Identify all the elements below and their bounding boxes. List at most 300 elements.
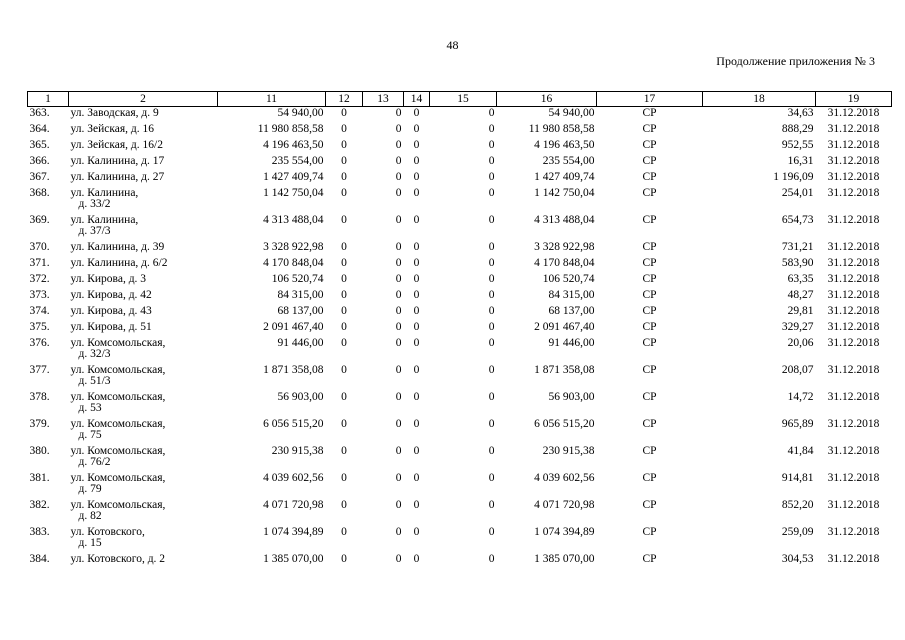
col16-cell: 84 315,00 xyxy=(548,289,595,301)
col15-cell: 0 xyxy=(488,526,495,538)
col13-cell: 0 xyxy=(395,321,402,333)
col11-cell: 106 520,74 xyxy=(271,273,324,285)
col11-cell: 4 071 720,98 xyxy=(263,499,324,511)
col11-cell: 68 137,00 xyxy=(277,305,324,317)
column-header: 11 xyxy=(218,92,326,107)
col12-cell: 0 xyxy=(341,139,347,151)
col17-cell: СР xyxy=(642,553,657,565)
col12-cell: 0 xyxy=(341,214,347,226)
col15-cell: 0 xyxy=(488,187,495,199)
col19-cell: 31.12.2018 xyxy=(827,257,880,269)
col13-cell: 0 xyxy=(395,445,402,457)
col14-cell: 0 xyxy=(413,123,420,135)
col11-cell: 11 980 858,58 xyxy=(257,123,324,135)
col14-cell: 0 xyxy=(413,289,420,301)
col18-cell: 304,53 xyxy=(781,553,814,565)
address-line: ул. Калинина, xyxy=(70,214,139,226)
address-line: ул. Калинина, xyxy=(70,187,139,199)
table-row xyxy=(28,321,892,337)
address-cell xyxy=(69,214,218,241)
col11-cell: 84 315,00 xyxy=(277,289,324,301)
col19-cell: 31.12.2018 xyxy=(827,241,880,253)
col12-cell: 0 xyxy=(341,289,347,301)
col12-cell: 0 xyxy=(341,305,347,317)
address-line: ул. Комсомольская, xyxy=(70,472,166,484)
col12-cell: 0 xyxy=(341,257,347,269)
col12-cell: 0 xyxy=(341,499,347,511)
col16-cell: 1 871 358,08 xyxy=(534,364,595,376)
address-cell xyxy=(69,553,218,569)
row-number-cell: 365. xyxy=(29,139,50,151)
col19-cell: 31.12.2018 xyxy=(827,364,880,376)
col13-cell: 0 xyxy=(395,214,402,226)
table-row xyxy=(28,499,892,526)
col13-cell: 0 xyxy=(395,526,402,538)
col17-cell: СР xyxy=(642,273,657,285)
col11-cell: 1 385 070,00 xyxy=(263,553,324,565)
address-line: ул. Комсомольская, xyxy=(70,364,166,376)
col14-cell: 0 xyxy=(413,187,420,199)
col11-cell: 4 313 488,04 xyxy=(263,214,324,226)
col16-cell: 1 074 394,89 xyxy=(534,526,595,538)
col18-cell: 952,55 xyxy=(781,139,814,151)
table-row xyxy=(28,187,892,214)
col19-cell: 31.12.2018 xyxy=(827,391,880,403)
col17-cell: СР xyxy=(642,526,657,538)
header-row xyxy=(28,92,892,107)
table-row xyxy=(28,472,892,499)
table-row xyxy=(28,364,892,391)
col13-cell: 0 xyxy=(395,171,402,183)
col14-cell: 0 xyxy=(413,273,420,285)
col17-cell: СР xyxy=(642,472,657,484)
col17-cell: СР xyxy=(642,289,657,301)
table-row xyxy=(28,418,892,445)
row-number-cell: 363. xyxy=(29,107,50,119)
col16-cell: 2 091 467,40 xyxy=(534,321,595,333)
address-cell xyxy=(69,155,218,171)
col19-cell: 31.12.2018 xyxy=(827,472,880,484)
col11-cell: 3 328 922,98 xyxy=(263,241,324,253)
col16-cell: 4 196 463,50 xyxy=(534,139,595,151)
row-number-cell: 383. xyxy=(29,526,50,538)
col12-cell: 0 xyxy=(341,273,347,285)
col18-cell: 20,06 xyxy=(787,337,814,349)
col12-cell: 0 xyxy=(341,364,347,376)
col19-cell: 31.12.2018 xyxy=(827,107,880,119)
col14-cell: 0 xyxy=(413,241,420,253)
col16-cell: 4 039 602,56 xyxy=(534,472,595,484)
col15-cell: 0 xyxy=(488,214,495,226)
col14-cell: 0 xyxy=(413,155,420,167)
col16-cell: 6 056 515,20 xyxy=(534,418,595,430)
address-line: ул. Котовского, xyxy=(70,526,145,538)
col19-cell: 31.12.2018 xyxy=(827,305,880,317)
row-number-cell: 368. xyxy=(29,187,50,199)
col14-cell: 0 xyxy=(413,553,420,565)
col15-cell: 0 xyxy=(488,305,495,317)
col12-cell: 0 xyxy=(341,337,347,349)
col15-cell: 0 xyxy=(488,241,495,253)
address-line-continued: д. 76/2 xyxy=(78,456,111,468)
col11-cell: 2 091 467,40 xyxy=(263,321,324,333)
col14-cell: 0 xyxy=(413,418,420,430)
address-line-continued: д. 37/3 xyxy=(78,225,111,237)
col15-cell: 0 xyxy=(488,364,495,376)
address-line: ул. Комсомольская, xyxy=(70,418,166,430)
row-number-cell: 369. xyxy=(29,214,50,226)
address-line: ул. Комсомольская, xyxy=(70,391,166,403)
col17-cell: СР xyxy=(642,214,657,226)
col19-cell: 31.12.2018 xyxy=(827,289,880,301)
address-line: ул. Комсомольская, xyxy=(70,445,166,457)
col11-cell: 91 446,00 xyxy=(277,337,324,349)
col15-cell: 0 xyxy=(488,445,495,457)
row-number-cell: 367. xyxy=(29,171,50,183)
col19-cell: 31.12.2018 xyxy=(827,214,880,226)
address-cell xyxy=(69,289,218,305)
col19-cell: 31.12.2018 xyxy=(827,321,880,333)
col12-cell: 0 xyxy=(341,418,347,430)
col13-cell: 0 xyxy=(395,391,402,403)
col12-cell: 0 xyxy=(341,472,347,484)
col14-cell: 0 xyxy=(413,257,420,269)
col14-cell: 0 xyxy=(413,364,420,376)
col18-cell: 254,01 xyxy=(781,187,814,199)
col11-cell: 4 170 848,04 xyxy=(263,257,324,269)
col17-cell: СР xyxy=(642,499,657,511)
col18-cell: 1 196,09 xyxy=(773,171,814,183)
row-number-cell: 379. xyxy=(29,418,50,430)
row-number-cell: 376. xyxy=(29,337,50,349)
address-line-continued: д. 79 xyxy=(78,483,102,495)
col15-cell: 0 xyxy=(488,123,495,135)
col19-cell: 31.12.2018 xyxy=(827,123,880,135)
col14-cell: 0 xyxy=(413,214,420,226)
col12-cell: 0 xyxy=(341,321,347,333)
table-row xyxy=(28,241,892,257)
col11-cell: 54 940,00 xyxy=(277,107,324,119)
address-line: ул. Зейская, д. 16 xyxy=(70,123,155,135)
col14-cell: 0 xyxy=(413,499,420,511)
col17-cell: СР xyxy=(642,107,657,119)
col13-cell: 0 xyxy=(395,553,402,565)
col16-cell: 1 427 409,74 xyxy=(534,171,595,183)
address-line-continued: д. 53 xyxy=(78,402,102,414)
col19-cell: 31.12.2018 xyxy=(827,499,880,511)
column-header: 19 xyxy=(816,92,892,107)
table-row xyxy=(28,214,892,241)
col16-cell: 54 940,00 xyxy=(548,107,595,119)
col17-cell: СР xyxy=(642,305,657,317)
col11-cell: 4 039 602,56 xyxy=(263,472,324,484)
col18-cell: 965,89 xyxy=(781,418,814,430)
address-cell xyxy=(69,241,218,257)
address-line-continued: д. 32/3 xyxy=(78,348,111,360)
address-line: ул. Зейская, д. 16/2 xyxy=(70,139,163,151)
col17-cell: СР xyxy=(642,139,657,151)
address-cell xyxy=(69,391,218,418)
column-header: 17 xyxy=(597,92,703,107)
address-line: ул. Кирова, д. 51 xyxy=(70,321,152,333)
address-cell xyxy=(69,139,218,155)
address-cell xyxy=(69,123,218,139)
col13-cell: 0 xyxy=(395,123,402,135)
col13-cell: 0 xyxy=(395,139,402,151)
address-cell xyxy=(69,257,218,273)
col18-cell: 63,35 xyxy=(787,273,814,285)
col15-cell: 0 xyxy=(488,107,495,119)
col16-cell: 4 071 720,98 xyxy=(534,499,595,511)
col14-cell: 0 xyxy=(413,321,420,333)
col15-cell: 0 xyxy=(488,553,495,565)
table-row xyxy=(28,305,892,321)
col15-cell: 0 xyxy=(488,289,495,301)
col19-cell: 31.12.2018 xyxy=(827,273,880,285)
col19-cell: 31.12.2018 xyxy=(827,155,880,167)
col14-cell: 0 xyxy=(413,139,420,151)
row-number-cell: 381. xyxy=(29,472,50,484)
address-line: ул. Калинина, д. 39 xyxy=(70,241,165,253)
col19-cell: 31.12.2018 xyxy=(827,445,880,457)
address-cell xyxy=(69,526,218,553)
col11-cell: 4 196 463,50 xyxy=(263,139,324,151)
col17-cell: СР xyxy=(642,337,657,349)
col17-cell: СР xyxy=(642,391,657,403)
row-number-cell: 366. xyxy=(29,155,50,167)
col17-cell: СР xyxy=(642,364,657,376)
col18-cell: 208,07 xyxy=(781,364,814,376)
col11-cell: 6 056 515,20 xyxy=(263,418,324,430)
col18-cell: 888,29 xyxy=(781,123,814,135)
table-row xyxy=(28,273,892,289)
col17-cell: СР xyxy=(642,187,657,199)
col16-cell: 91 446,00 xyxy=(548,337,595,349)
col18-cell: 852,20 xyxy=(781,499,814,511)
col15-cell: 0 xyxy=(488,418,495,430)
address-line-continued: д. 33/2 xyxy=(78,198,111,210)
col18-cell: 48,27 xyxy=(787,289,814,301)
col14-cell: 0 xyxy=(413,305,420,317)
col18-cell: 16,31 xyxy=(787,155,814,167)
col19-cell: 31.12.2018 xyxy=(827,418,880,430)
table-row xyxy=(28,337,892,364)
col13-cell: 0 xyxy=(395,472,402,484)
table-row xyxy=(28,391,892,418)
col14-cell: 0 xyxy=(413,107,420,119)
col14-cell: 0 xyxy=(413,391,420,403)
col18-cell: 34,63 xyxy=(787,107,814,119)
col12-cell: 0 xyxy=(341,241,347,253)
col15-cell: 0 xyxy=(488,337,495,349)
col13-cell: 0 xyxy=(395,155,402,167)
col13-cell: 0 xyxy=(395,364,402,376)
col14-cell: 0 xyxy=(413,171,420,183)
col19-cell: 31.12.2018 xyxy=(827,187,880,199)
table-row xyxy=(28,155,892,171)
page-number: 48 xyxy=(446,38,459,52)
col11-cell: 1 427 409,74 xyxy=(263,171,324,183)
col18-cell: 259,09 xyxy=(781,526,814,538)
address-cell xyxy=(69,305,218,321)
address-line-continued: д. 82 xyxy=(78,510,102,522)
table-row xyxy=(28,289,892,305)
row-number-cell: 370. xyxy=(29,241,50,253)
table-row xyxy=(28,257,892,273)
table-row xyxy=(28,553,892,569)
col13-cell: 0 xyxy=(395,107,402,119)
col14-cell: 0 xyxy=(413,526,420,538)
address-line: ул. Калинина, д. 27 xyxy=(70,171,165,183)
address-line: ул. Кирова, д. 43 xyxy=(70,305,152,317)
col19-cell: 31.12.2018 xyxy=(827,526,880,538)
col15-cell: 0 xyxy=(488,391,495,403)
address-line-continued: д. 75 xyxy=(78,429,102,441)
col13-cell: 0 xyxy=(395,257,402,269)
address-line: ул. Комсомольская, xyxy=(70,337,166,349)
col11-cell: 230 915,38 xyxy=(271,445,324,457)
table-row xyxy=(28,123,892,139)
col18-cell: 41,84 xyxy=(787,445,814,457)
col15-cell: 0 xyxy=(488,273,495,285)
col12-cell: 0 xyxy=(341,445,347,457)
col12-cell: 0 xyxy=(341,526,347,538)
row-number-cell: 382. xyxy=(29,499,50,511)
col17-cell: СР xyxy=(642,257,657,269)
col12-cell: 0 xyxy=(341,171,347,183)
address-cell xyxy=(69,321,218,337)
col12-cell: 0 xyxy=(341,391,347,403)
col16-cell: 1 142 750,04 xyxy=(534,187,595,199)
row-number-cell: 371. xyxy=(29,257,50,269)
column-header: 2 xyxy=(69,92,218,107)
col18-cell: 329,27 xyxy=(781,321,814,333)
address-cell xyxy=(69,171,218,187)
col13-cell: 0 xyxy=(395,305,402,317)
col12-cell: 0 xyxy=(341,123,347,135)
col14-cell: 0 xyxy=(413,337,420,349)
col15-cell: 0 xyxy=(488,499,495,511)
col16-cell: 68 137,00 xyxy=(548,305,595,317)
col15-cell: 0 xyxy=(488,171,495,183)
col13-cell: 0 xyxy=(395,273,402,285)
col18-cell: 731,21 xyxy=(781,241,814,253)
col17-cell: СР xyxy=(642,241,657,253)
continuation-note: Продолжение приложения № 3 xyxy=(716,54,875,68)
address-cell xyxy=(69,187,218,214)
table-row xyxy=(28,171,892,187)
col13-cell: 0 xyxy=(395,418,402,430)
col13-cell: 0 xyxy=(395,337,402,349)
col15-cell: 0 xyxy=(488,321,495,333)
column-header: 15 xyxy=(430,92,497,107)
col14-cell: 0 xyxy=(413,472,420,484)
column-header: 18 xyxy=(703,92,816,107)
col16-cell: 56 903,00 xyxy=(548,391,595,403)
col11-cell: 235 554,00 xyxy=(271,155,324,167)
col16-cell: 235 554,00 xyxy=(542,155,595,167)
col16-cell: 11 980 858,58 xyxy=(528,123,595,135)
col15-cell: 0 xyxy=(488,139,495,151)
column-header: 1 xyxy=(28,92,69,107)
table-row xyxy=(28,445,892,472)
column-header: 16 xyxy=(497,92,597,107)
column-header: 13 xyxy=(363,92,404,107)
col15-cell: 0 xyxy=(488,472,495,484)
row-number-cell: 364. xyxy=(29,123,50,135)
table-row xyxy=(28,139,892,155)
col17-cell: СР xyxy=(642,171,657,183)
row-number-cell: 384. xyxy=(29,553,50,565)
col14-cell: 0 xyxy=(413,445,420,457)
col19-cell: 31.12.2018 xyxy=(827,337,880,349)
address-line: ул. Калинина, д. 6/2 xyxy=(70,257,168,269)
column-header: 14 xyxy=(404,92,430,107)
col16-cell: 230 915,38 xyxy=(542,445,595,457)
data-table xyxy=(27,91,892,569)
column-header: 12 xyxy=(326,92,363,107)
col18-cell: 654,73 xyxy=(781,214,814,226)
col19-cell: 31.12.2018 xyxy=(827,139,880,151)
col11-cell: 1 871 358,08 xyxy=(263,364,324,376)
col12-cell: 0 xyxy=(341,155,347,167)
col13-cell: 0 xyxy=(395,241,402,253)
table-row xyxy=(28,526,892,553)
col17-cell: СР xyxy=(642,418,657,430)
address-cell xyxy=(69,337,218,364)
address-line-continued: д. 15 xyxy=(78,537,102,549)
col18-cell: 29,81 xyxy=(787,305,814,317)
address-line: ул. Кирова, д. 42 xyxy=(70,289,152,301)
col17-cell: СР xyxy=(642,445,657,457)
table-row xyxy=(28,107,892,124)
row-number-cell: 373. xyxy=(29,289,50,301)
col11-cell: 1 074 394,89 xyxy=(263,526,324,538)
row-number-cell: 375. xyxy=(29,321,50,333)
col17-cell: СР xyxy=(642,123,657,135)
address-cell xyxy=(69,107,218,124)
address-line: ул. Кирова, д. 3 xyxy=(70,273,147,285)
address-cell xyxy=(69,445,218,472)
address-line-continued: д. 51/3 xyxy=(78,375,111,387)
col13-cell: 0 xyxy=(395,187,402,199)
address-cell xyxy=(69,364,218,391)
col18-cell: 583,90 xyxy=(781,257,814,269)
table-body xyxy=(28,107,892,570)
col18-cell: 914,81 xyxy=(781,472,814,484)
col19-cell: 31.12.2018 xyxy=(827,171,880,183)
col16-cell: 3 328 922,98 xyxy=(534,241,595,253)
col16-cell: 1 385 070,00 xyxy=(534,553,595,565)
col12-cell: 0 xyxy=(341,107,347,119)
col18-cell: 14,72 xyxy=(787,391,814,403)
col17-cell: СР xyxy=(642,321,657,333)
row-number-cell: 374. xyxy=(29,305,50,317)
col16-cell: 4 170 848,04 xyxy=(534,257,595,269)
address-cell xyxy=(69,472,218,499)
row-number-cell: 380. xyxy=(29,445,50,457)
address-cell xyxy=(69,499,218,526)
col19-cell: 31.12.2018 xyxy=(827,553,880,565)
col13-cell: 0 xyxy=(395,289,402,301)
row-number-cell: 378. xyxy=(29,391,50,403)
address-line: ул. Заводская, д. 9 xyxy=(70,107,159,119)
address-line: ул. Котовского, д. 2 xyxy=(70,553,166,565)
col13-cell: 0 xyxy=(395,499,402,511)
col16-cell: 4 313 488,04 xyxy=(534,214,595,226)
address-cell xyxy=(69,273,218,289)
col15-cell: 0 xyxy=(488,257,495,269)
